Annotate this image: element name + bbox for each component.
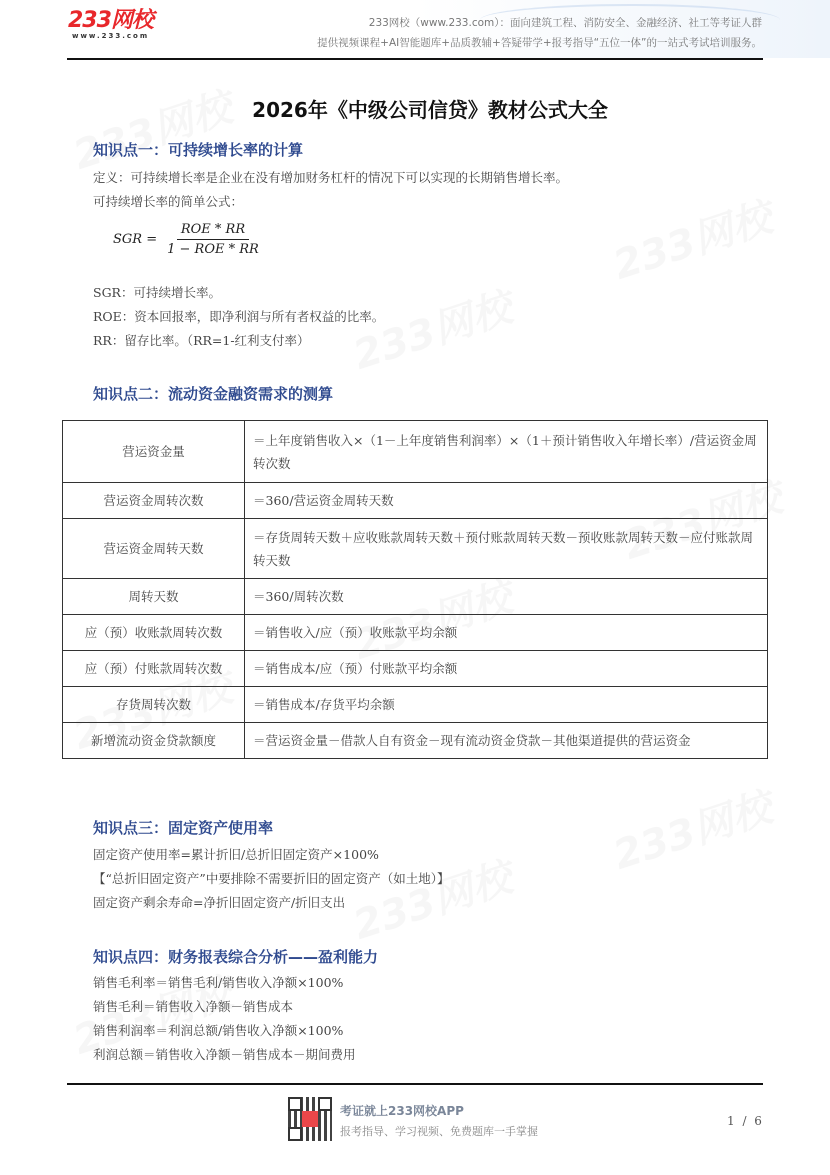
qr-finder-icon: [318, 1097, 332, 1111]
text-line: 销售毛利率＝销售毛利/销售收入净额×100%: [93, 975, 344, 990]
section-heading-2: 知识点二：流动资金融资需求的测算: [93, 385, 334, 403]
formula-lhs: SGR =: [113, 232, 158, 247]
text-line: 固定资产剩余寿命=净折旧固定资产/折旧支出: [93, 895, 346, 910]
section-1-notes: [93, 281, 384, 353]
qr-logo-icon: [302, 1111, 318, 1127]
footer-divider: [67, 1083, 763, 1085]
formula-intro: 可持续增长率的简单公式：: [93, 194, 244, 209]
table-row: [63, 615, 768, 651]
logo-url: www.233.com: [72, 32, 150, 40]
table-row: [63, 483, 768, 519]
text-line: 销售毛利＝销售收入净额－销售成本: [93, 999, 294, 1014]
formula-cell: ＝营运资金量－借款人自有资金－现有流动资金贷款－其他渠道提供的营运资金: [245, 723, 768, 759]
table-row: [63, 421, 768, 483]
site-logo[interactable]: [68, 10, 153, 40]
text-line: 【“总折旧固定资产”中要排除不需要折旧的固定资产（如土地）】: [93, 871, 450, 886]
section-heading-3: 知识点三：固定资产使用率: [93, 819, 274, 837]
term-cell: 存货周转次数: [63, 687, 245, 723]
table-row: [63, 687, 768, 723]
formula-fraction: [163, 222, 263, 257]
app-promo-title[interactable]: 考证就上233网校APP: [340, 1104, 464, 1118]
term-cell: 营运资金周转天数: [63, 519, 245, 579]
logo-text: 233网校: [68, 8, 153, 33]
formula-cell: ＝销售成本/应（预）付账款平均余额: [245, 651, 768, 687]
term-cell: 营运资金量: [63, 421, 245, 483]
formula-cell: ＝销售收入/应（预）收账款平均余额: [245, 615, 768, 651]
formula-cell: ＝360/营运资金周转天数: [245, 483, 768, 519]
text-line: 固定资产使用率=累计折旧/总折旧固定资产×100%: [93, 847, 379, 862]
header-tagline: [317, 13, 762, 53]
definition-text: 定义：可持续增长率是企业在没有增加财务杠杆的情况下可以实现的长期销售增长率。: [93, 170, 569, 185]
watermark: [605, 776, 778, 881]
note-roe: ROE：资本回报率，即净利润与所有者权益的比率。: [93, 309, 385, 324]
page-indicator: 1 / 6: [727, 1114, 764, 1128]
tagline-line-1: 233网校（www.233.com）：面向建筑工程、消防安全、金融经济、社工等考证人群: [368, 17, 762, 29]
section-4-body: [93, 971, 356, 1067]
formula-numerator: ROE * RR: [177, 222, 249, 240]
formula-cell: ＝销售成本/存货平均余额: [245, 687, 768, 723]
table-row: [63, 651, 768, 687]
formula-cell: ＝上年度销售收入×（1－上年度销售利润率）×（1＋预计销售收入年增长率）/营运资金周转次数: [245, 421, 768, 483]
sgr-formula: [113, 222, 263, 257]
term-cell: 营运资金周转次数: [63, 483, 245, 519]
text-line: 利润总额＝销售收入净额－销售成本－期间费用: [93, 1047, 356, 1062]
section-heading-4: 知识点四：财务报表综合分析——盈利能力: [93, 948, 379, 966]
note-sgr: SGR：可持续增长率。: [93, 285, 221, 300]
tagline-line-2: 提供视频课程+AI智能题库+品质教辅+答疑带学+报考指导“五位一体”的一站式考试培训服务。: [317, 37, 762, 49]
section-3-body: [93, 843, 450, 915]
section-heading-1: 知识点一：可持续增长率的计算: [93, 141, 304, 159]
qr-finder-icon: [288, 1127, 302, 1141]
watermark: [605, 186, 778, 291]
table-row: [63, 723, 768, 759]
document-title: 2026年《中级公司信贷》教材公式大全: [252, 98, 608, 122]
working-capital-table: [62, 420, 768, 759]
term-cell: 应（预）付账款周转次数: [63, 651, 245, 687]
section-1-body: [93, 166, 568, 214]
formula-denominator: 1 − ROE * RR: [167, 242, 259, 257]
table-row: [63, 519, 768, 579]
header-divider: [67, 58, 763, 60]
term-cell: 应（预）收账款周转次数: [63, 615, 245, 651]
qr-finder-icon: [288, 1097, 302, 1111]
app-promo-subtitle: 报考指导、学习视频、免费题库一手掌握: [340, 1125, 538, 1138]
term-cell: 新增流动资金贷款额度: [63, 723, 245, 759]
note-rr: RR：留存比率。（RR=1-红利支付率）: [93, 333, 310, 348]
formula-cell: ＝360/周转次数: [245, 579, 768, 615]
term-cell: 周转天数: [63, 579, 245, 615]
formula-cell: ＝存货周转天数＋应收账款周转天数＋预付账款周转天数－预收账款周转天数－应付账款周转天数: [245, 519, 768, 579]
table-row: [63, 579, 768, 615]
text-line: 销售利润率＝利润总额/销售收入净额×100%: [93, 1023, 344, 1038]
qr-code-icon[interactable]: [288, 1097, 332, 1141]
